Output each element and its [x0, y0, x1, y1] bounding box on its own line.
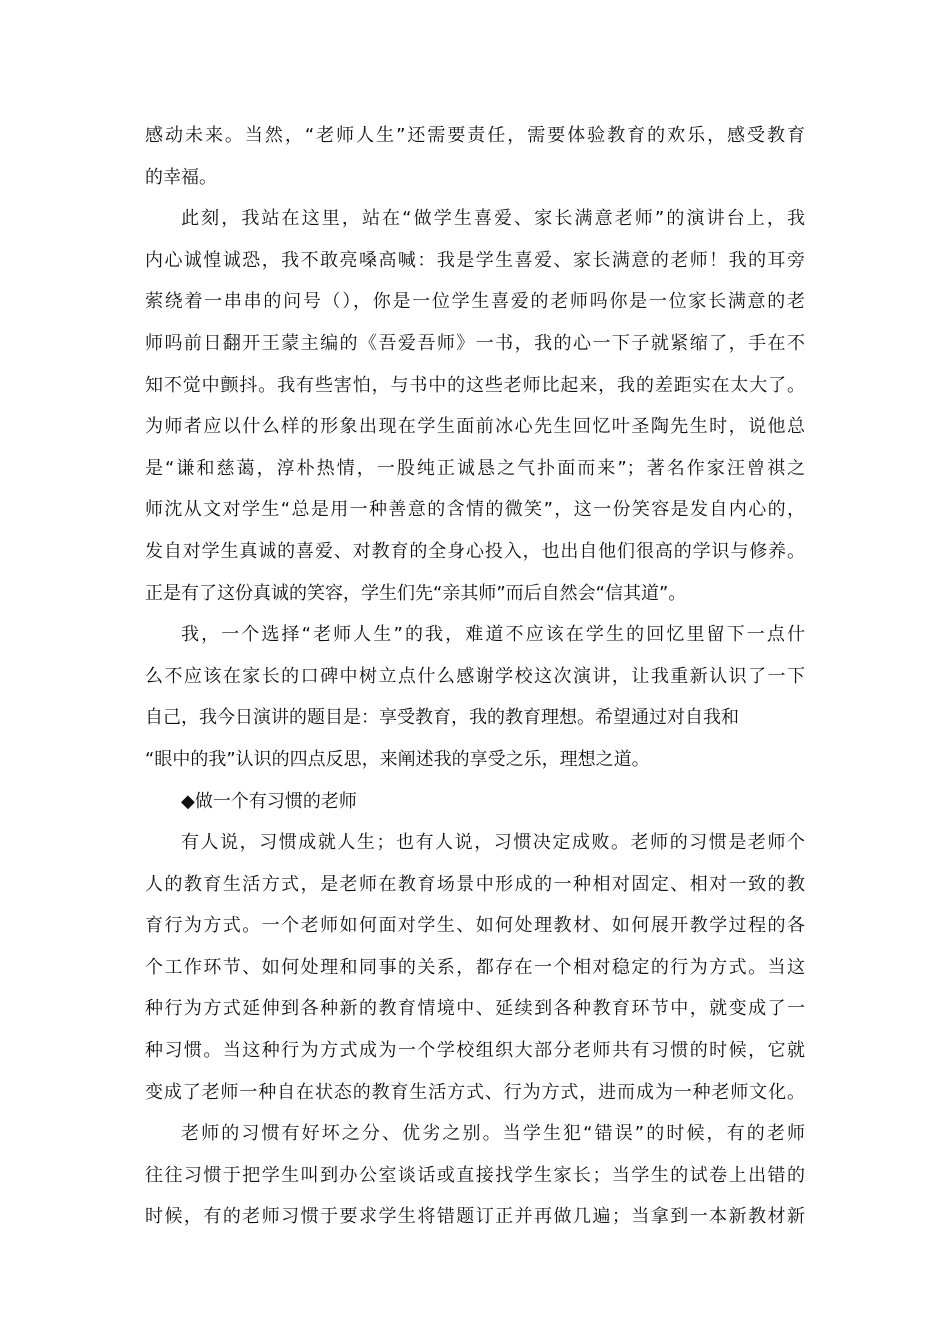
- text-line: 种行为方式延伸到各种新的教育情境中、延续到各种教育环节中，就变成了一: [145, 998, 805, 1020]
- text-line: 为师者应以什么样的形象出现在学生面前冰心先生回忆叶圣陶先生时，说他总: [145, 416, 805, 438]
- text-line: “眼中的我”认识的四点反思，来阐述我的享受之乐，理想之道。: [145, 748, 650, 770]
- text-line: 有人说，习惯成就人生；也有人说，习惯决定成败。老师的习惯是老师个: [181, 832, 805, 854]
- text-line: 发自对学生真诚的喜爱、对教育的全身心投入，也出自他们很高的学识与修养。: [145, 540, 805, 562]
- text-line: 萦绕着一串串的问号（），你是一位学生喜爱的老师吗你是一位家长满意的老: [145, 291, 805, 313]
- text-line: 是“谦和慈蔼，淳朴热情，一股纯正诚恳之气扑面而来”；著名作家汪曾祺之: [145, 457, 805, 479]
- text-line: 正是有了这份真诚的笑容，学生们先“亲其师”而后自然会“信其道”。: [145, 582, 687, 604]
- text-line: 么不应该在家长的口碑中树立点什么感谢学校这次演讲，让我重新认识了一下: [145, 665, 805, 687]
- text-line: 师吗前日翻开王蒙主编的《吾爱吾师》一书，我的心一下子就紧缩了，手在不: [145, 332, 805, 354]
- text-line: 感动未来。当然，“老师人生”还需要责任，需要体验教育的欢乐，感受教育: [145, 125, 805, 146]
- text-line: 师沈从文对学生“总是用一种善意的含情的微笑”，这一份笑容是发自内心的，: [145, 499, 805, 521]
- text-line: 时候，有的老师习惯于要求学生将错题订正并再做几遍；当拿到一本新教材新: [145, 1206, 805, 1228]
- text-line: 变成了老师一种自在状态的教育生活方式、行为方式，进而成为一种老师文化。: [145, 1081, 805, 1103]
- text-line: 个工作环节、如何处理和同事的关系，都存在一个相对稳定的行为方式。当这: [145, 956, 805, 978]
- text-line: 的幸福。: [145, 166, 217, 188]
- section-heading: ◆做一个有习惯的老师: [181, 790, 357, 812]
- text-line: 知不觉中颤抖。我有些害怕，与书中的这些老师比起来，我的差距实在太大了。: [145, 374, 805, 396]
- text-line: 自己，我今日演讲的题目是：享受教育，我的教育理想。希望通过对自我和: [145, 707, 739, 729]
- text-line: 老师的习惯有好坏之分、优劣之别。当学生犯“错误”的时候，有的老师: [181, 1123, 805, 1145]
- body-text: [145, 115, 805, 1238]
- text-line: 人的教育生活方式，是老师在教育场景中形成的一种相对固定、相对一致的教: [145, 873, 805, 895]
- text-line: 育行为方式。一个老师如何面对学生、如何处理教材、如何展开教学过程的各: [145, 915, 805, 937]
- text-line: 往往习惯于把学生叫到办公室谈话或直接找学生家长；当学生的试卷上出错的: [145, 1164, 805, 1186]
- text-line: 内心诚惶诚恐，我不敢亮嗓高喊：我是学生喜爱、家长满意的老师！我的耳旁: [145, 249, 805, 271]
- text-line: 我，一个选择“老师人生”的我，难道不应该在学生的回忆里留下一点什: [181, 624, 805, 646]
- text-line: 种习惯。当这种行为方式成为一个学校组织大部分老师共有习惯的时候，它就: [145, 1040, 805, 1062]
- text-line: 此刻，我站在这里，站在“做学生喜爱、家长满意老师”的演讲台上，我: [181, 208, 805, 230]
